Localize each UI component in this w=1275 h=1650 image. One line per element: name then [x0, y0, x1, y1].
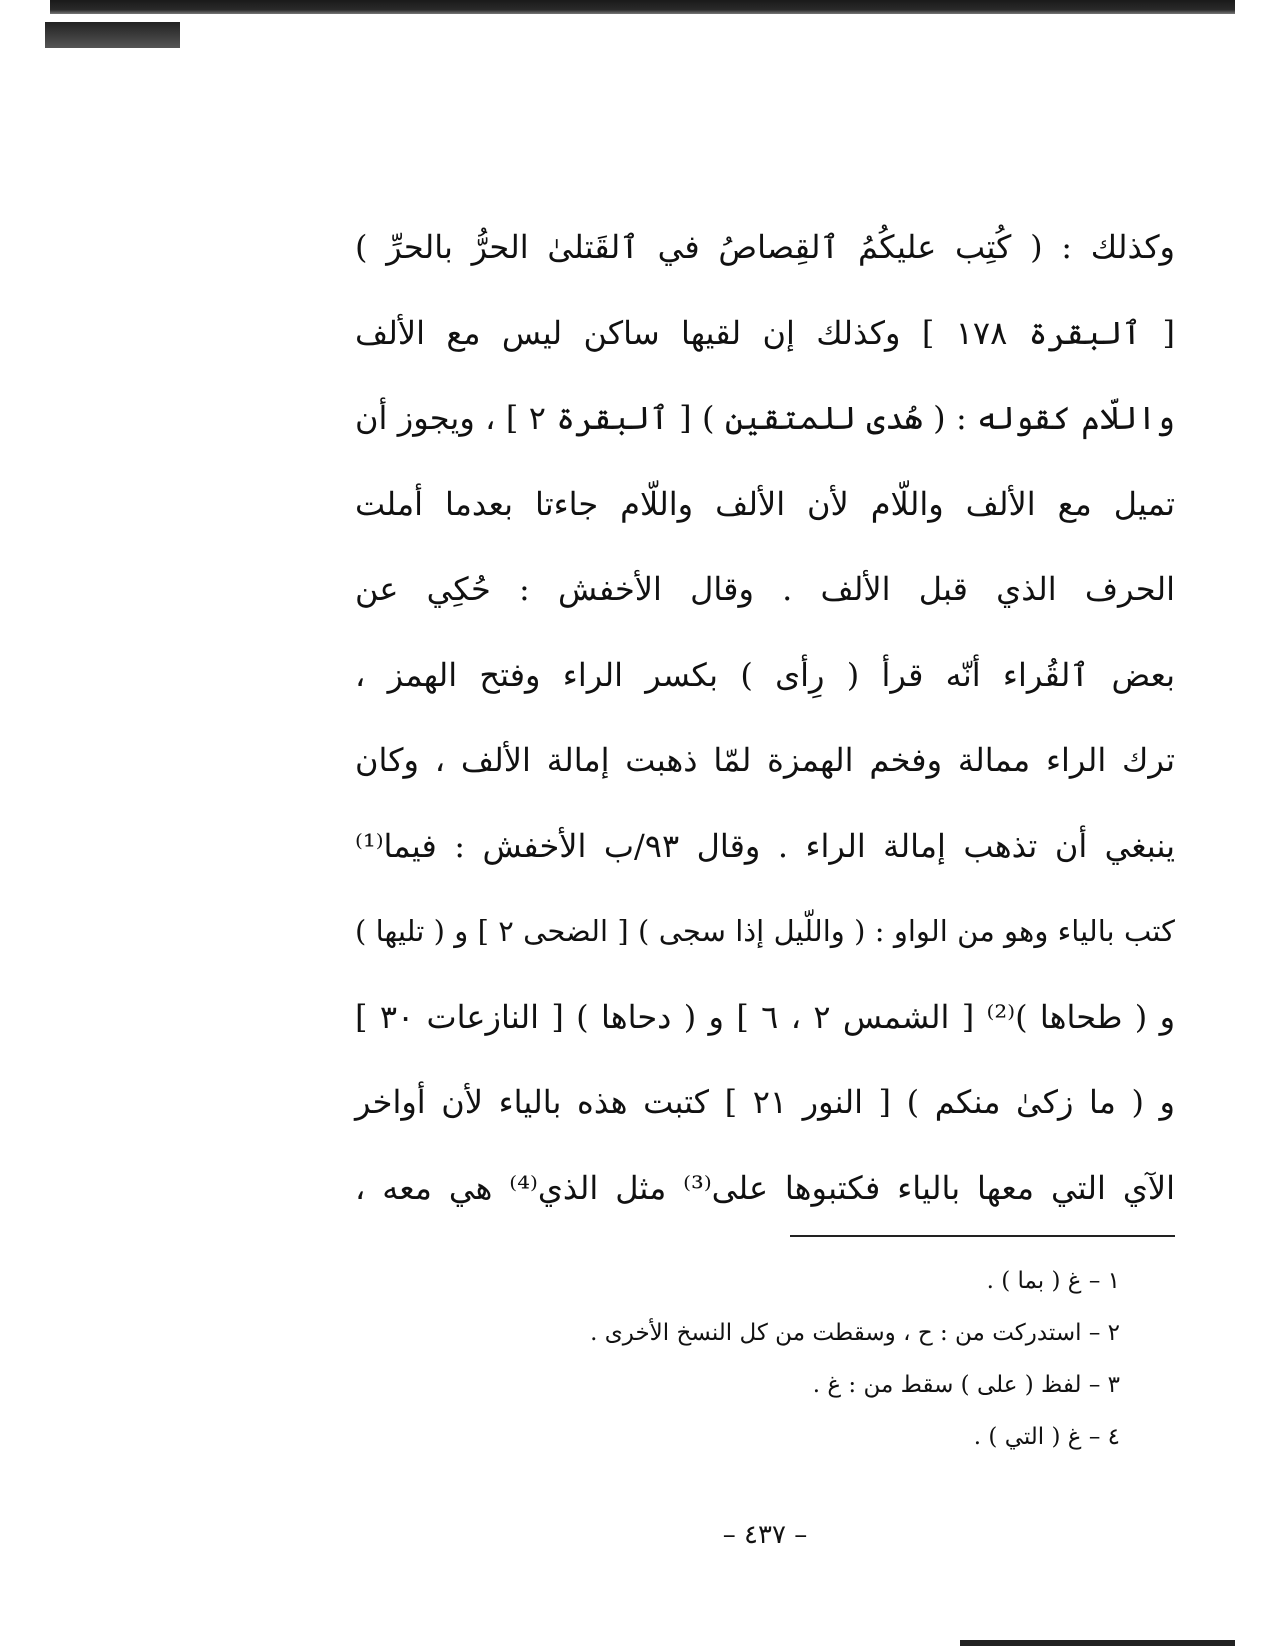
text-line: و ( طحاها )⁽²⁾ [ الشمس ٢ ، ٦ ] و ( دحاها ) [ النازعات ٣٠ ] [355, 997, 1176, 1036]
text-line: كتب بالياء وهو من الواو : ( واللّيل إذا سجى ) [ الضحى ٢ ] و ( تليها ) [355, 914, 1175, 948]
text-line: واللّام كقوله : ( هُدى للمتقين ) [ ٱلبقرة ٢ ] ، ويجوز أن [355, 399, 1175, 437]
footnote: ٣ – لفظ ( على ) سقط من : غ . [812, 1372, 1120, 1398]
text-line: ينبغي أن تذهب إمالة الراء . وقال ٩٣/ب الأخفش : فيما⁽¹⁾ [355, 826, 1176, 865]
text-line: و ( ما زكىٰ منكم ) [ النور ٢١ ] كتبت هذه بالياء لأن أواخر [355, 1083, 1176, 1121]
footnote: ٢ – استدركت من : ح ، وسقطت من كل النسخ الأخرى . [590, 1320, 1120, 1346]
text-line: الحرف الذي قبل الألف . وقال الأخفش : حُكِي عن [355, 570, 1175, 608]
scan-shadow-bottom [960, 1640, 1235, 1646]
footnote: ٤ – غ ( التي ) . [973, 1424, 1120, 1450]
scan-shadow-corner [45, 22, 180, 48]
page-number: – ٤٣٧ – [722, 1520, 808, 1550]
text-line: ترك الراء ممالة وفخم الهمزة لمّا ذهبت إمالة الألف ، وكان [355, 741, 1175, 779]
scan-shadow-top [50, 0, 1235, 14]
main-text-block [355, 205, 1175, 1231]
footnote-separator [790, 1235, 1175, 1237]
footnotes-block [460, 1255, 1120, 1463]
text-line: تميل مع الألف واللّام لأن الألف واللّام جاءتا بعدما أملت [355, 484, 1175, 523]
footnote: ١ – غ ( بما ) . [986, 1268, 1120, 1294]
text-line: [ ٱلبقرة ١٧٨ ] وكذلك إن لقيها ساكن ليس مع الألف [355, 313, 1176, 352]
text-line: بعض ٱلقُراء أنّه قرأ ( رِأى ) بكسر الراء وفتح الهمز ، [355, 655, 1175, 694]
text-line: وكذلك : ( كُتِب عليكُمُ ٱلقِصاصُ في ٱلقَتلىٰ الحرُّ بالحرِّ ) [355, 228, 1175, 266]
text-line: الآي التي معها بالياء فكتبوها على⁽³⁾ مثل الذي⁽⁴⁾ هي معه ، [355, 1168, 1176, 1207]
